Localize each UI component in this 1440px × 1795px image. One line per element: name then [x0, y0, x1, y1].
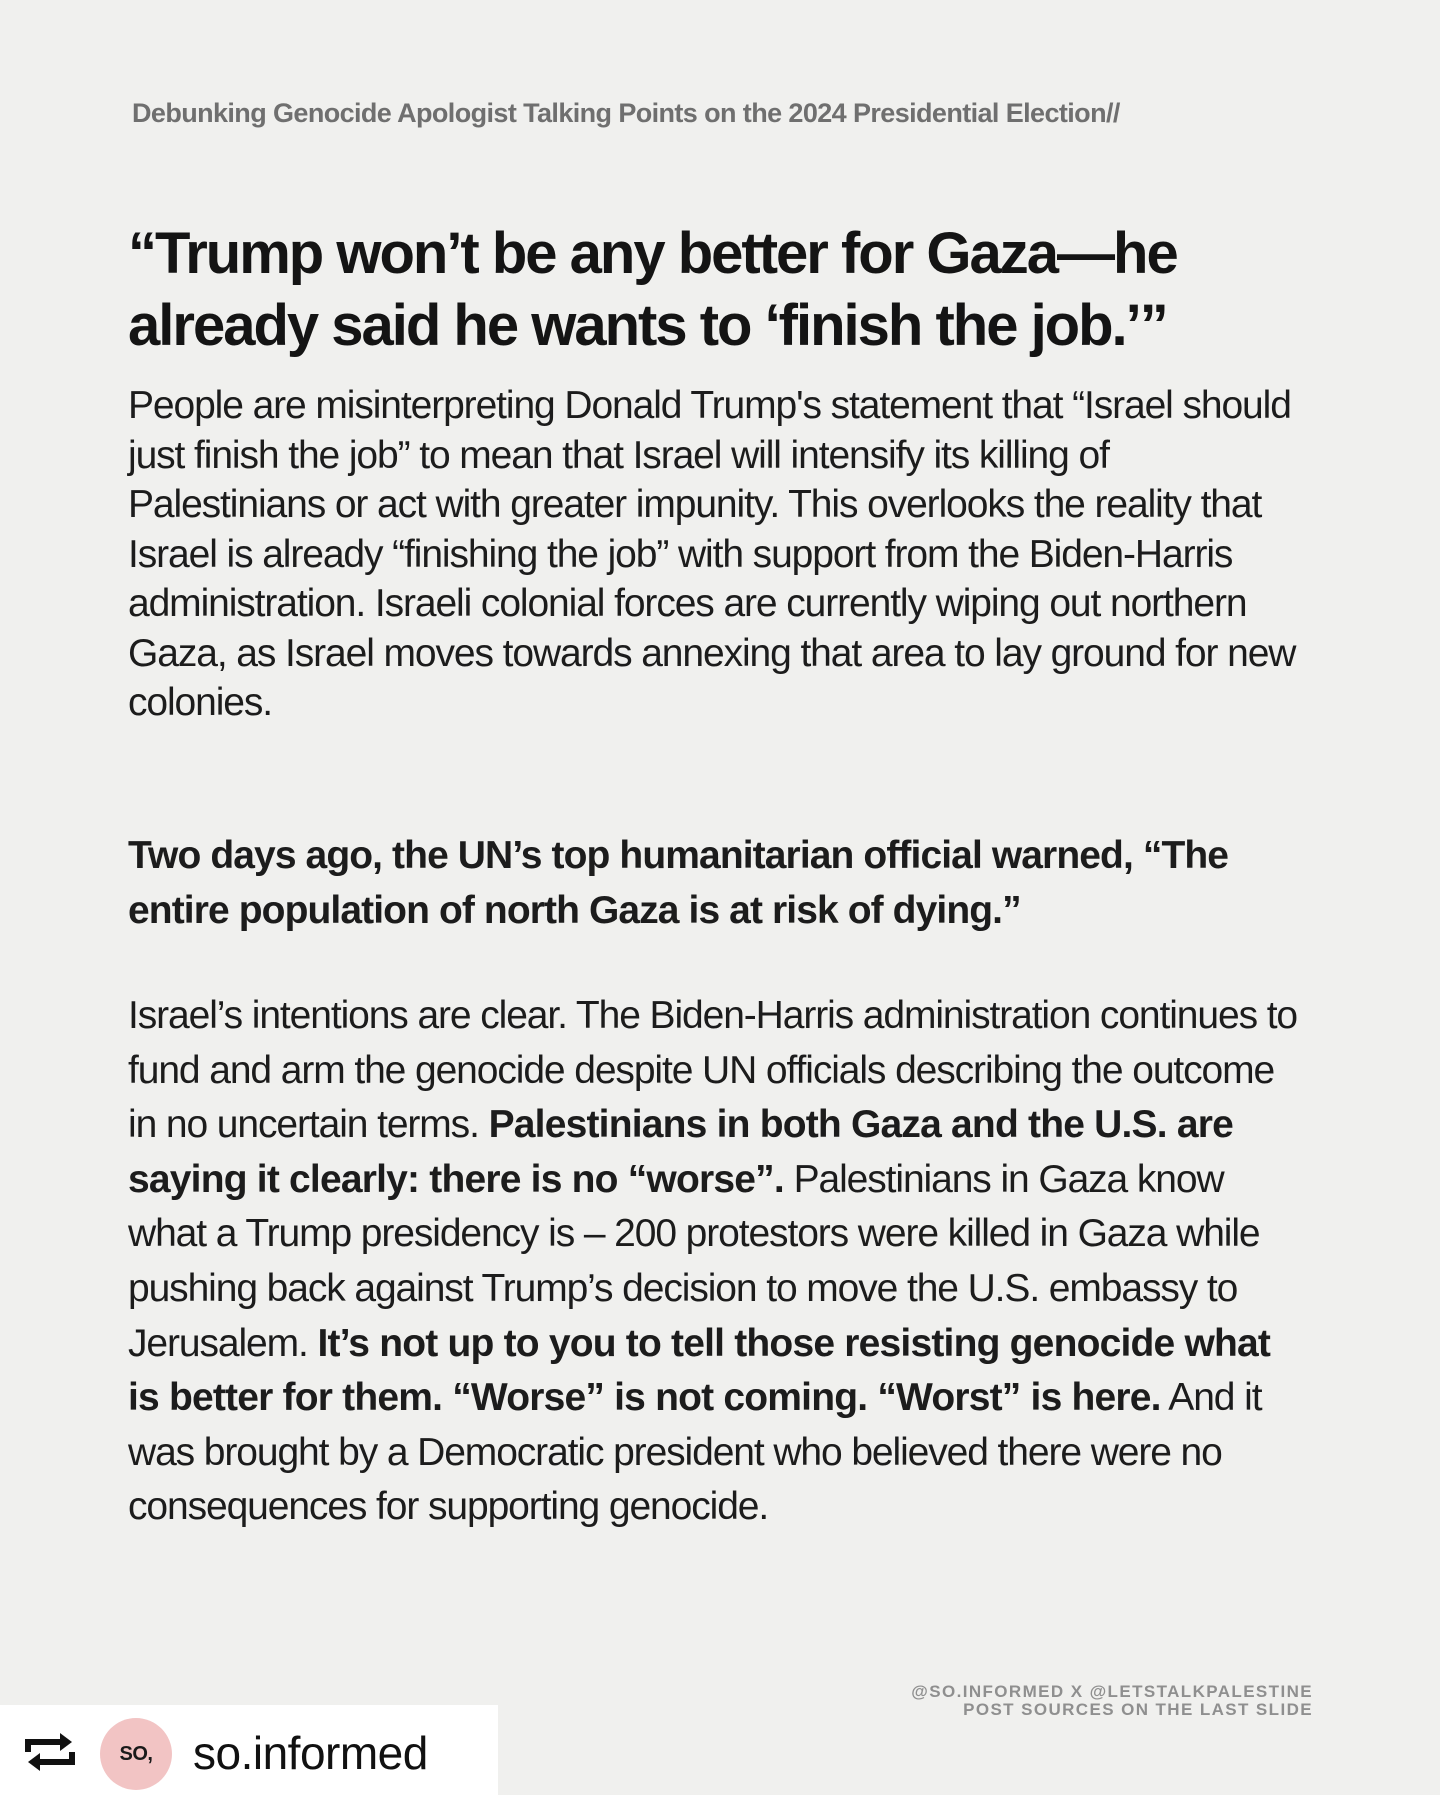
- series-kicker: Debunking Genocide Apologist Talking Points on the 2024 Presidential Election//: [132, 98, 1120, 128]
- credit-block: [911, 1683, 1313, 1719]
- paragraph-3-text-3: And it was brought by a Democratic president who believed there were no consequences for supporting genocide.: [128, 1376, 1262, 1529]
- paragraph-3-text-1: Israel’s intentions are clear. The Biden-Harris administration continues to fund and arm the genocide despite UN officials describing the outcome in no uncertain terms.: [128, 994, 1298, 1147]
- repost-footer: [0, 1705, 498, 1795]
- repost-icon[interactable]: [22, 1732, 78, 1772]
- avatar-text: SO,: [119, 1742, 153, 1765]
- paragraph-3-bold-1: Palestinians in both Gaza and the U.S. are saying it clearly: there is no “worse”.: [128, 1103, 1233, 1201]
- credit-line-1: @SO.INFORMED X @LETSTALKPALESTINE: [911, 1682, 1313, 1701]
- credit-line-2: POST SOURCES ON THE LAST SLIDE: [963, 1700, 1313, 1719]
- avatar[interactable]: [100, 1718, 172, 1790]
- paragraph-3-text-2: Palestinians in Gaza know what a Trump presidency is – 200 protestors were killed in Gaza while pushing back against Trump’s decision to move the U.S. embassy to Jerusalem.: [128, 1157, 1260, 1365]
- body-paragraph-1: People are misinterpreting Donald Trump's statement that “Israel should just finish the job” to mean that Israel will intensify its killing of Palestinians or act with greater impunity. This overlooks the reality that Israel is already “finishing the job” with support from the Biden-Harris administration. Israeli colonial forces are currently wiping out northern Gaza, as Israel moves towards annexing that area to lay ground for new colonies.: [128, 384, 1296, 724]
- headline: “Trump won’t be any better for Gaza—he already said he wants to ‘finish the job.’”: [128, 221, 1177, 358]
- body-paragraph-3: [128, 989, 1308, 1535]
- paragraph-3-bold-2: It’s not up to you to tell those resisting genocide what is better for them. “Worse” is not coming. “Worst” is here.: [128, 1321, 1271, 1420]
- body-paragraph-2-quote: Two days ago, the UN’s top humanitarian official warned, “The entire population of north Gaza is at risk of dying.”: [128, 834, 1229, 932]
- username-link[interactable]: so.informed: [193, 1727, 428, 1779]
